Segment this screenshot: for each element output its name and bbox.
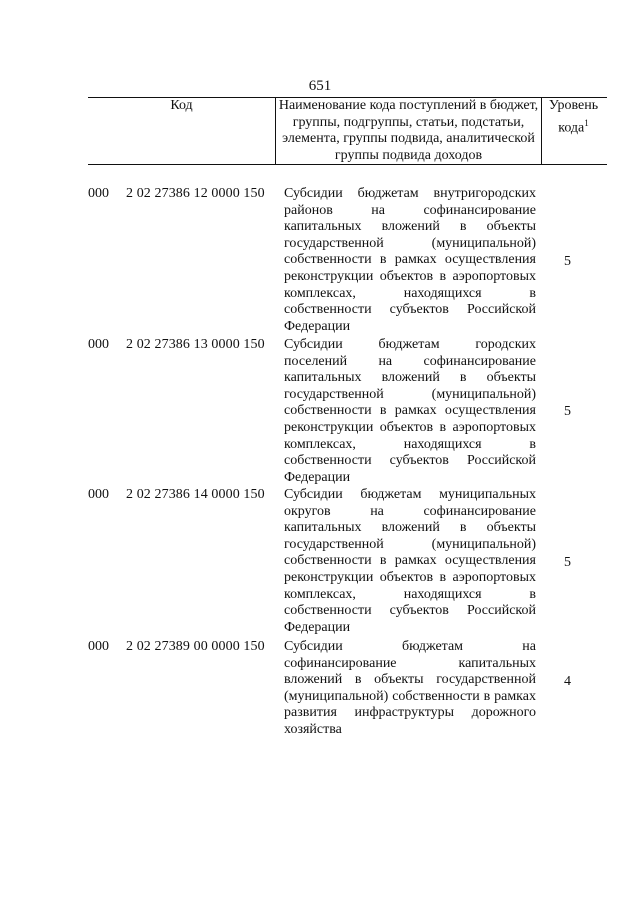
code-level: 5 bbox=[564, 254, 571, 269]
revenue-code: 2 02 27389 00 0000 150 bbox=[126, 639, 265, 654]
code-level: 5 bbox=[564, 555, 571, 570]
revenue-code: 2 02 27386 13 0000 150 bbox=[126, 337, 265, 352]
page-number: 651 bbox=[308, 78, 332, 94]
admin-code: 000 bbox=[88, 639, 109, 654]
table-row bbox=[88, 487, 607, 639]
revenue-code: 2 02 27386 12 0000 150 bbox=[126, 186, 265, 201]
revenue-name: Субсидии бюджетам муниципальных округов на софинансирование капитальных вложений в объекты государственной (муниципальной) собственности в рамках осуществления реконструкции объектов в аэропортовых комплексах, находящихся в собственности субъектов Российской Федерации bbox=[284, 487, 536, 635]
revenue-name: Субсидии бюджетам на софинансирование капитальных вложений в объекты государственной (муниципальной) собственности в рамках развития инфраструктуры дорожного хозяйства bbox=[284, 639, 536, 737]
table-body bbox=[88, 186, 607, 739]
table-row bbox=[88, 639, 607, 739]
code-level: 5 bbox=[564, 404, 571, 419]
table-row bbox=[88, 186, 607, 337]
admin-code: 000 bbox=[88, 487, 109, 502]
header-name: Наименование кода поступлений в бюджет, группы, подгруппы, статьи, подстатьи, элемента, группы подвида, аналитической группы подвида доходов bbox=[275, 98, 542, 164]
admin-code: 000 bbox=[88, 186, 109, 201]
revenue-name: Субсидии бюджетам внутригородских районов на софинансирование капитальных вложений в объекты государственной (муниципальной) собственности в рамках осуществления реконструкции объектов в аэропортовых комплексах, находящихся в собственности субъектов Российской Федерации bbox=[284, 186, 536, 334]
revenue-name: Субсидии бюджетам городских поселений на софинансирование капитальных вложений в объекты государственной (муниципальной) собственности в рамках осуществления реконструкции объектов в аэропортовых комплексах, находящихся в собственности субъектов Российской Федерации bbox=[284, 337, 536, 485]
header-level bbox=[540, 98, 607, 164]
table-row bbox=[88, 337, 607, 487]
revenue-code: 2 02 27386 14 0000 150 bbox=[126, 487, 265, 502]
header-level-footnote: 1 bbox=[584, 117, 589, 128]
header-level-label: Уровень кода bbox=[548, 98, 599, 136]
table-header bbox=[88, 97, 607, 165]
header-code: Код bbox=[170, 98, 193, 113]
code-level: 4 bbox=[564, 674, 571, 689]
admin-code: 000 bbox=[88, 337, 109, 352]
